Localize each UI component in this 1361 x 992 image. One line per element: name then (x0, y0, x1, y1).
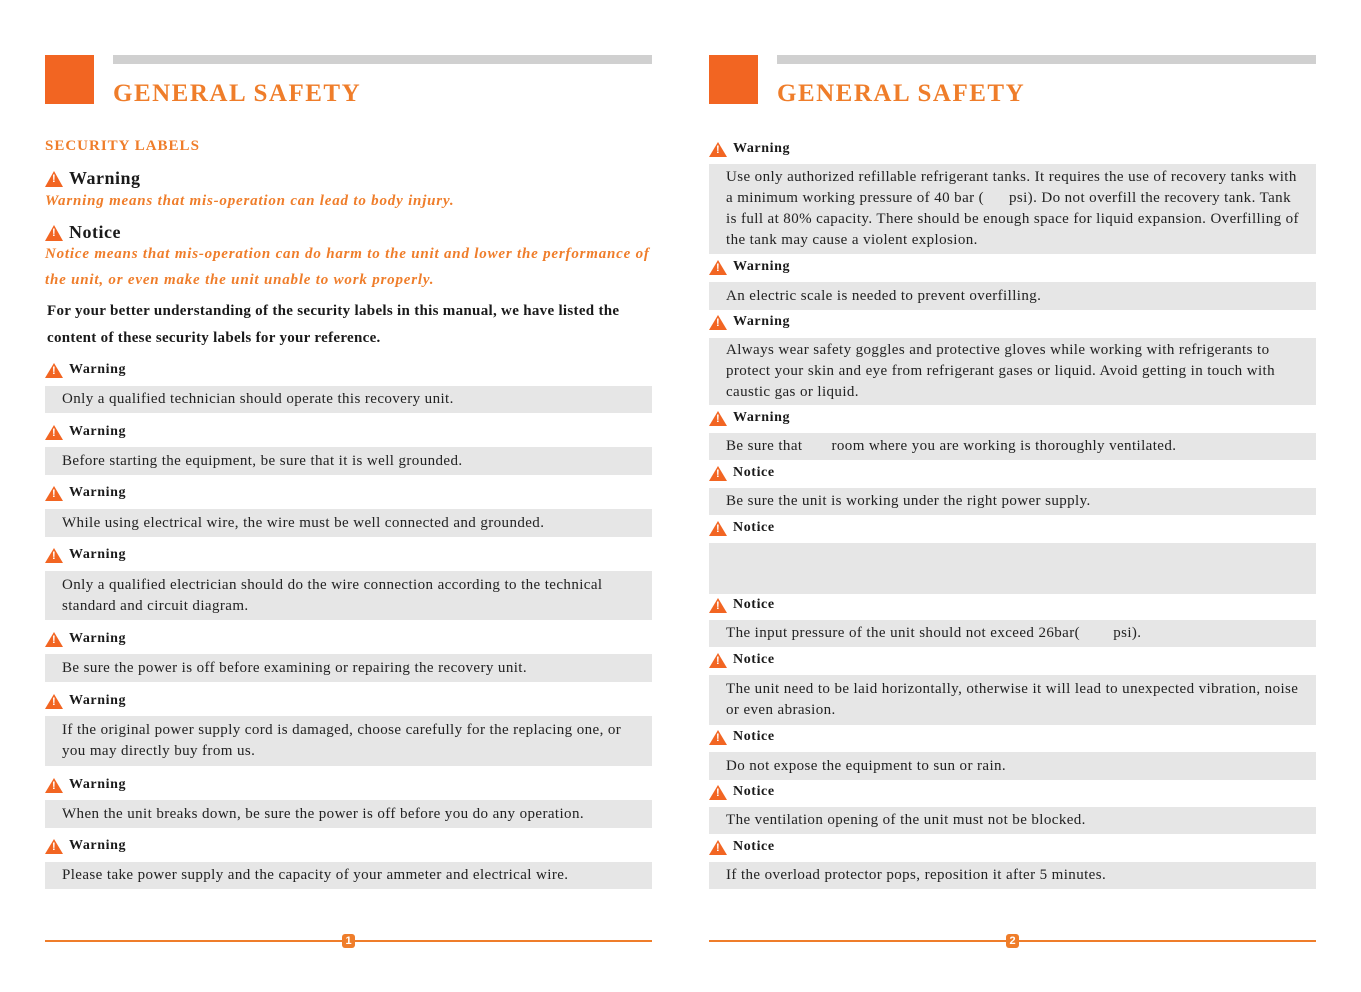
notice-description: Notice means that mis-operation can do harm to the unit and lower the performance of the unit, or even make the unit unable to work properly. (45, 246, 650, 288)
notice-heading: Notice (69, 222, 121, 242)
safety-label (45, 547, 126, 563)
safety-label (709, 410, 790, 426)
label-text: Notice (733, 652, 775, 667)
warning-icon (45, 363, 63, 378)
warning-icon (45, 694, 63, 709)
warning-icon (709, 466, 727, 481)
safety-text: Only a qualified electrician should do the wire connection according to the technical standard and circuit diagram. (62, 576, 607, 614)
safety-label (709, 597, 775, 613)
safety-text-box (709, 433, 1316, 460)
label-text: Notice (733, 597, 775, 612)
label-text: Notice (733, 784, 775, 799)
label-text: Warning (733, 410, 791, 425)
safety-text-box (45, 571, 652, 620)
label-text: Warning (69, 362, 127, 377)
warning-icon (45, 486, 63, 501)
warning-legend (45, 168, 141, 189)
safety-text-box (709, 338, 1316, 405)
safety-label (45, 362, 126, 378)
warning-icon (45, 548, 63, 563)
safety-text-box (45, 509, 652, 537)
label-text: Warning (733, 314, 791, 329)
safety-text: Be sure the unit is working under the right power supply. (726, 493, 1091, 509)
safety-text-box (709, 543, 1316, 594)
warning-icon (709, 315, 727, 330)
label-text: Warning (733, 141, 791, 156)
warning-icon (709, 260, 727, 275)
safety-label (709, 729, 775, 745)
safety-text-box (709, 807, 1316, 834)
safety-text: The ventilation opening of the unit must not be blocked. (726, 812, 1086, 828)
safety-text: Be sure that room where you are working is thoroughly ventilated. (726, 438, 1177, 454)
warning-icon (45, 171, 63, 187)
warning-icon (45, 778, 63, 793)
label-text: Notice (733, 729, 775, 744)
label-text: Warning (69, 693, 127, 708)
safety-text: When the unit breaks down, be sure the power is off before you do any operation. (62, 805, 584, 822)
safety-label (709, 259, 790, 275)
label-text: Notice (733, 839, 775, 854)
safety-text-box (45, 386, 652, 413)
label-text: Warning (69, 547, 127, 562)
warning-icon (709, 142, 727, 157)
header-square (709, 55, 758, 104)
label-text: Notice (733, 520, 775, 535)
page-number: 1 (342, 934, 355, 948)
safety-text-box (45, 862, 652, 889)
safety-text-box (709, 282, 1316, 310)
safety-text: An electric scale is needed to prevent overfilling. (726, 287, 1042, 304)
label-text: Warning (69, 424, 127, 439)
section-subtitle: SECURITY LABELS (45, 138, 200, 154)
safety-text-box (709, 164, 1316, 254)
label-text: Warning (69, 631, 127, 646)
safety-text: The input pressure of the unit should not exceed 26bar( psi). (726, 625, 1142, 641)
safety-label (45, 838, 126, 854)
safety-text-box (709, 620, 1316, 647)
warning-icon (709, 521, 727, 536)
header-bar (113, 55, 652, 64)
page-1 (45, 0, 652, 992)
warning-icon (709, 840, 727, 855)
safety-text-box (709, 862, 1316, 889)
page-title: GENERAL SAFETY (113, 80, 362, 107)
safety-label (709, 465, 775, 481)
warning-icon (45, 632, 63, 647)
safety-text-box (45, 800, 652, 828)
page-2 (709, 0, 1316, 992)
label-text: Notice (733, 465, 775, 480)
safety-label (709, 314, 790, 330)
safety-label (709, 141, 790, 157)
warning-icon (709, 411, 727, 426)
label-text: Warning (69, 838, 127, 853)
safety-text: If the overload protector pops, reposition it after 5 minutes. (726, 867, 1107, 883)
safety-label (45, 424, 126, 440)
safety-label (45, 777, 126, 793)
header-bar (777, 55, 1316, 64)
safety-text-box (45, 654, 652, 682)
warning-icon (45, 425, 63, 440)
safety-text: The unit need to be laid horizontally, otherwise it will lead to unexpected vibration, noise or even abrasion. (726, 681, 1303, 718)
safety-label (709, 520, 775, 536)
warning-icon (45, 225, 63, 241)
safety-label (709, 839, 775, 855)
safety-text: Only a qualified technician should operate this recovery unit. (62, 391, 454, 407)
safety-text: If the original power supply cord is damaged, choose carefully for the replacing one, or you may directly buy from us. (62, 722, 626, 759)
safety-label (709, 784, 775, 800)
warning-icon (45, 839, 63, 854)
intro-paragraph: For your better understanding of the security labels in this manual, we have listed the content of these security labels for your reference. (47, 303, 620, 346)
warning-icon (709, 785, 727, 800)
safety-text-box (709, 675, 1316, 725)
warning-icon (709, 598, 727, 613)
label-text: Warning (69, 485, 127, 500)
notice-legend (45, 222, 121, 243)
safety-text-box (709, 752, 1316, 780)
warning-icon (709, 730, 727, 745)
safety-text: Do not expose the equipment to sun or rain. (726, 757, 1007, 774)
warning-heading: Warning (69, 168, 141, 188)
safety-text: Be sure the power is off before examining or repairing the recovery unit. (62, 659, 528, 676)
safety-text: While using electrical wire, the wire must be well connected and grounded. (62, 514, 545, 531)
safety-text: Please take power supply and the capacity of your ammeter and electrical wire. (62, 867, 569, 883)
page-number: 2 (1006, 934, 1019, 948)
safety-text-box (709, 488, 1316, 515)
safety-text-box (45, 447, 652, 475)
warning-icon (709, 653, 727, 668)
page-title: GENERAL SAFETY (777, 80, 1026, 107)
safety-text: Before starting the equipment, be sure that it is well grounded. (62, 452, 463, 469)
safety-label (709, 652, 775, 668)
safety-label (45, 631, 126, 647)
label-text: Warning (733, 259, 791, 274)
warning-description: Warning means that mis-operation can lead to body injury. (45, 193, 455, 209)
safety-text: Always wear safety goggles and protective gloves while working with refrigerants to protect your skin and eye from refrigerant gases or liquid. Avoid getting in touch with caustic gas or liquid. (726, 342, 1280, 400)
safety-label (45, 693, 126, 709)
header-square (45, 55, 94, 104)
safety-label (45, 485, 126, 501)
label-text: Warning (69, 777, 127, 792)
safety-text-box (45, 716, 652, 766)
safety-text: Use only authorized refillable refrigerant tanks. It requires the use of recovery tanks with a minimum working pressure of 40 bar ( psi). Do not overfill the recovery tank. Tank is full at 80% capacity. There should be enough space for liquid expansion. Overfilling of the tank may cause a violent explosion. (726, 169, 1304, 248)
